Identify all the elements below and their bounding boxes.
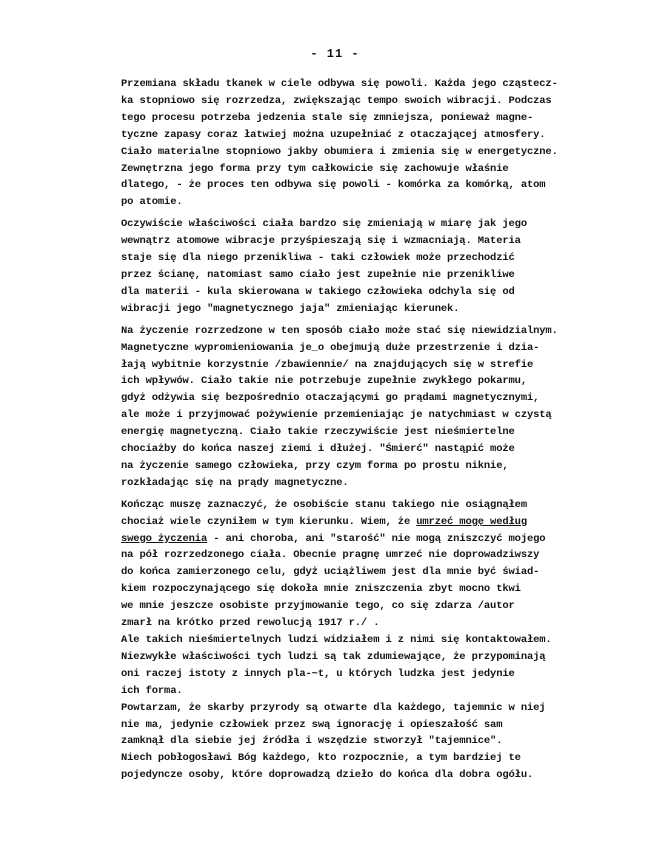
text-line: Powtarzam, że skarby przyrody są otwarte dla każdego, tajemnic w niej <box>121 701 546 714</box>
text-line: ka stopniowo się rozrzedza, zwiększając tempo swoich wibracji. Podczas <box>121 94 552 107</box>
text-line: Niech pobłogosławi Bóg każdego, kto rozpocznie, a tym bardziej te <box>121 752 521 765</box>
text-line: Przemiana składu tkanek w ciele odbywa się powoli. Każda jego cząstecz- <box>121 78 558 90</box>
text-line: dlatego, - że proces ten odbywa się powoli - komórka za komórką, atom <box>121 179 546 192</box>
text-line: ich forma. <box>121 684 183 697</box>
text-line: pojedyncze osoby, które doprowadzą dzieło do końca dla dobra ogółu. <box>121 769 534 782</box>
text-line: nie ma, jedynie człowiek przez swą ignorację i opieszałość sam <box>121 718 503 731</box>
paragraph <box>121 323 641 492</box>
text-line: tego procesu potrzeba jedzenia stale się zmniejsza, ponieważ magne- <box>121 111 534 124</box>
text-line: tyczne zapasy coraz łatwiej można uzupełniać z otaczającej atmosfery. <box>121 128 546 141</box>
text-line: po atomie. <box>121 196 183 209</box>
text-line: Na życzenie rozrzedzone w ten sposób ciało może stać się niewidzialnym. <box>121 324 558 337</box>
text-line: przez ścianę, natomiast samo ciało jest zupełnie nie przenikliwe <box>121 268 515 281</box>
text-line: kiem rozpoczynającego się dokoła mnie zniszczenia zbyt mocno tkwi <box>121 583 521 596</box>
text-line: Ciało materialne stopniowo jakby obumiera i zmienia się w energetyczne. <box>121 145 558 158</box>
paragraph <box>121 216 641 317</box>
text-line: do końca zamierzonego celu, gdyż uciążliwem jest dla mnie być świad- <box>121 566 540 579</box>
text-line: staje się dla niego przenikliwa - taki człowiek może przechodzić <box>121 252 515 265</box>
text-line: ich wpływów. Ciało takie nie potrzebuje zupełnie zwykłego pokarmu, <box>121 375 527 388</box>
text-line: łają wybitnie korzystnie /zbawiennie/ na znajdujących się w strefie <box>121 358 534 371</box>
text-line: wewnątrz atomowe wibracje przyśpieszają się i wzmacniają. Materia <box>121 235 521 248</box>
text-line: ale może i przyjmować pożywienie przemieniając je natychmiast w czystą <box>121 409 552 422</box>
page-number: - 11 - <box>310 47 360 61</box>
text-line: we mnie jeszcze osobiste przyjmowanie tego, co się zdarza /autor <box>121 600 515 613</box>
text-line: chociażby do końca naszej ziemi i dłużej. "Śmierć" nastąpić może <box>121 443 515 456</box>
underlined-text: swego życzenia <box>121 532 208 545</box>
text-line: Kończąc muszę zaznaczyć, że osobiście stanu takiego nie osiągnąłem <box>121 498 527 511</box>
text-line: Oczywiście właściwości ciała bardzo się zmieniają w miarę jak jego <box>121 218 527 231</box>
text-line: dla materii - kula skierowana w takiego człowieka odchyla się od <box>121 285 515 298</box>
text-line: wibracji jego "magnetycznego jaja" zmieniając kierunek. <box>121 302 460 315</box>
text-line: gdyż odżywia się bezpośrednio otaczającymi go prądami magnetycznymi, <box>121 392 540 405</box>
document-body <box>121 76 641 784</box>
text-line: oni raczej istoty z innych pla-~t, u których ludzka jest jedynie <box>121 667 515 680</box>
text-line: Zewnętrzna jego forma przy tym całkowicie się zachowuje właśnie <box>121 162 509 175</box>
text-line: na pół rozrzedzonego ciała. Obecnie pragnę umrzeć nie doprowadziwszy <box>121 549 540 562</box>
text-line: swego życzenia - ani choroba, ani "starość" nie mogą zniszczyć mojego <box>121 532 546 545</box>
text-line: chociaż wiele czyniłem w tym kierunku. Wiem, że umrzeć mogę według <box>121 515 527 528</box>
text-line: Magnetyczne wypromieniowania je_o obejmują duże przestrzenie i dzia- <box>121 341 540 354</box>
paragraph <box>121 497 641 784</box>
text-line: rozkładając się na prądy magnetyczne. <box>121 476 349 489</box>
underlined-text: umrzeć mogę według <box>416 515 527 528</box>
text-line: zamknął dla siebie jej źródła i wszędzie stworzył "tajemnice". <box>121 735 503 748</box>
text-line: Ale takich nieśmiertelnych ludzi widziałem i z nimi się kontaktowałem. <box>121 634 552 646</box>
text-line: zmarł na krótko przed rewolucją 1917 r./ . <box>121 617 380 630</box>
text-line: Niezwykłe właściwości tych ludzi są tak zdumiewające, że przypominają <box>121 650 546 663</box>
paragraph <box>121 76 641 211</box>
text-line: na życzenie samego człowieka, przy czym forma po prostu niknie, <box>121 459 509 472</box>
text-line: energię magnetyczną. Ciało takie rzeczywiście jest nieśmiertelne <box>121 426 515 439</box>
